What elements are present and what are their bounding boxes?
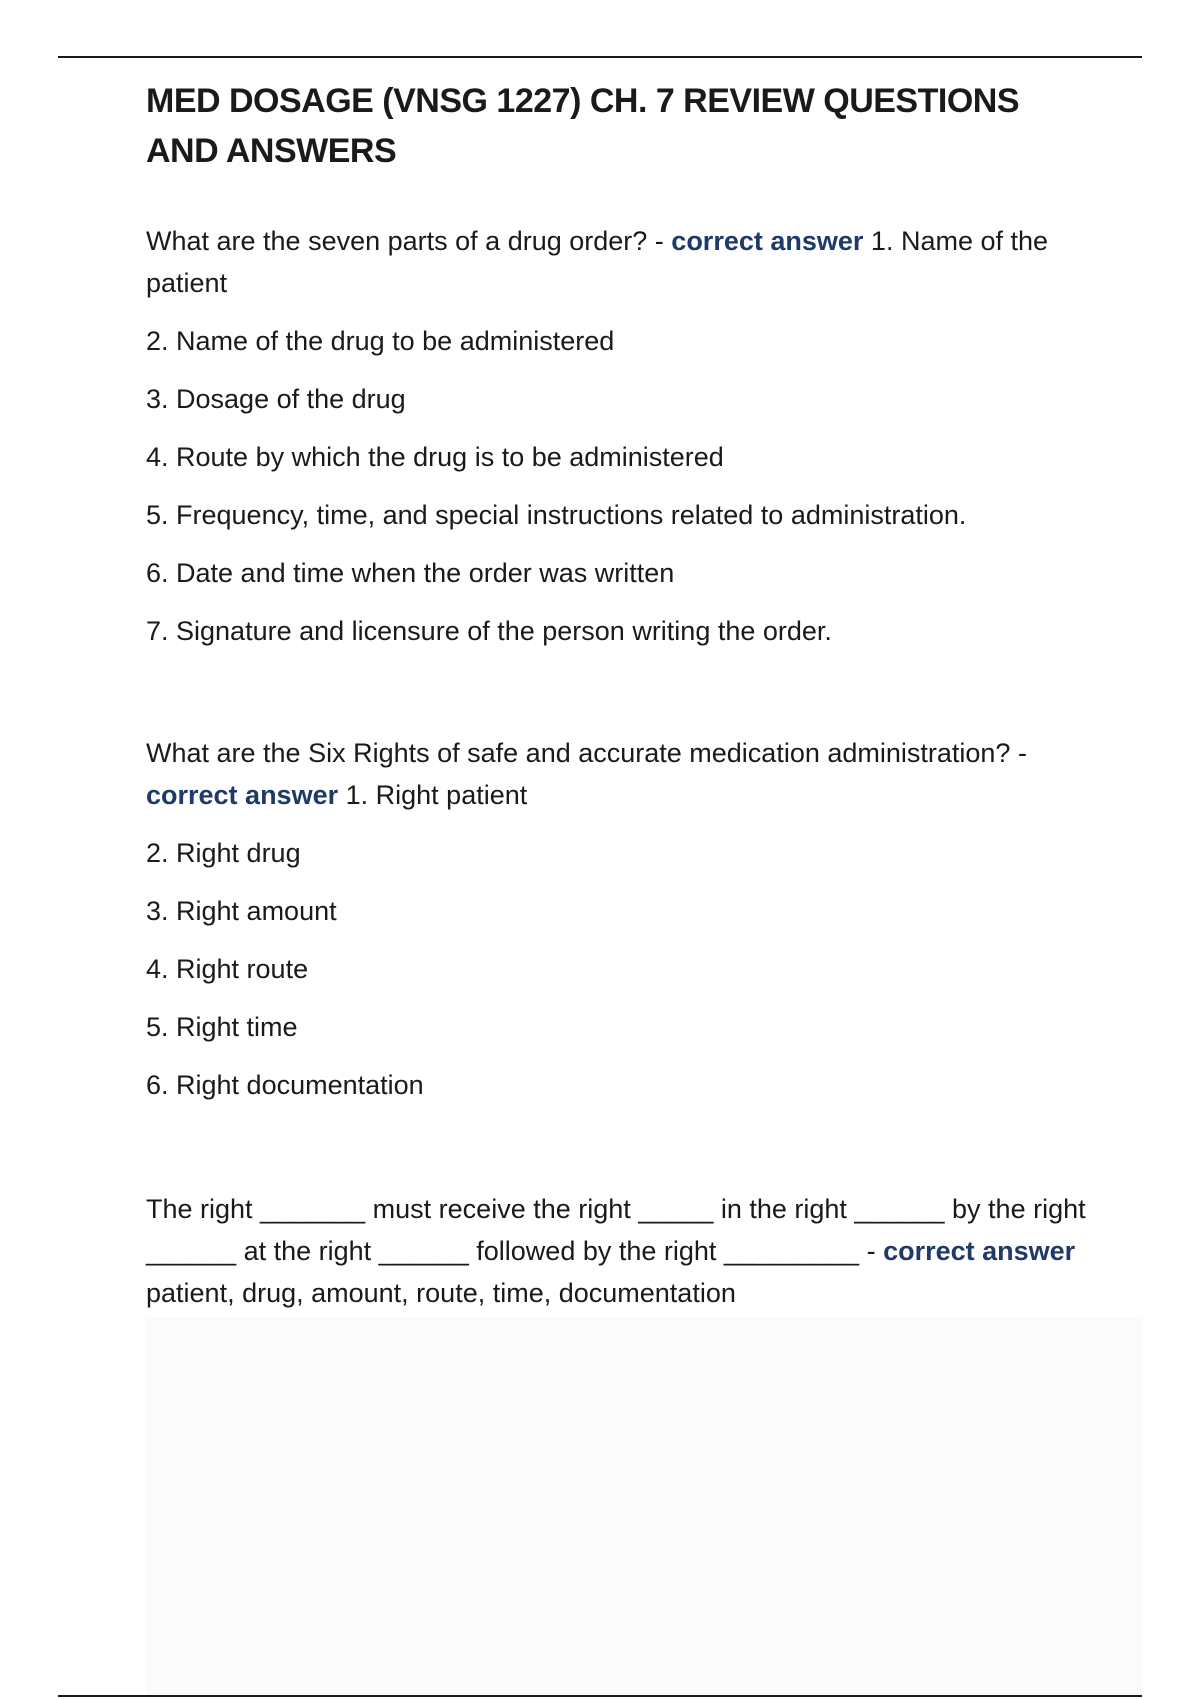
correct-answer-label: correct answer [883,1236,1076,1266]
question-block-3 [146,1188,1096,1314]
list-item: 6. Date and time when the order was written [146,558,675,588]
title-line-1: MED DOSAGE (VNSG 1227) CH. 7 REVIEW QUESTIONS [146,82,1020,120]
bottom-rule [58,1695,1142,1697]
list-item: 5. Right time [146,1012,298,1042]
list-item: 4. Right route [146,954,309,984]
list-item: 3. Dosage of the drug [146,384,406,414]
list-item: 4. Route by which the drug is to be administered [146,442,724,472]
answer-1-first-item: 1. Name of the patient [146,226,1049,298]
question-3-text: The right _______ must receive the right _____ in the right ______ by the right ______ at the right ______ followed by the right _________ - [146,1194,1086,1266]
page-shade [146,1318,1142,1694]
list-item: 5. Frequency, time, and special instructions related to administration. [146,500,967,530]
question-1-text: What are the seven parts of a drug order? - [146,226,664,256]
answer-3-text: patient, drug, amount, route, time, documentation [146,1278,736,1308]
question-block-2 [146,732,1096,1106]
list-item: 6. Right documentation [146,1070,424,1100]
question-3 [146,1188,1096,1314]
list-item: 3. Right amount [146,896,337,926]
question-1 [146,220,1096,304]
correct-answer-label: correct answer [146,780,339,810]
question-2 [146,732,1096,816]
correct-answer-label: correct answer [671,226,864,256]
top-rule [58,56,1142,58]
question-block-1 [146,220,1096,652]
answer-2-first-item: 1. Right patient [345,780,528,810]
question-2-text: What are the Six Rights of safe and accurate medication administration? - [146,738,1027,768]
document-title [146,76,1096,176]
list-item: 2. Name of the drug to be administered [146,326,615,356]
title-line-2: AND ANSWERS [146,132,397,170]
list-item: 7. Signature and licensure of the person writing the order. [146,616,832,646]
document-body [146,76,1096,1308]
list-item: 2. Right drug [146,838,301,868]
